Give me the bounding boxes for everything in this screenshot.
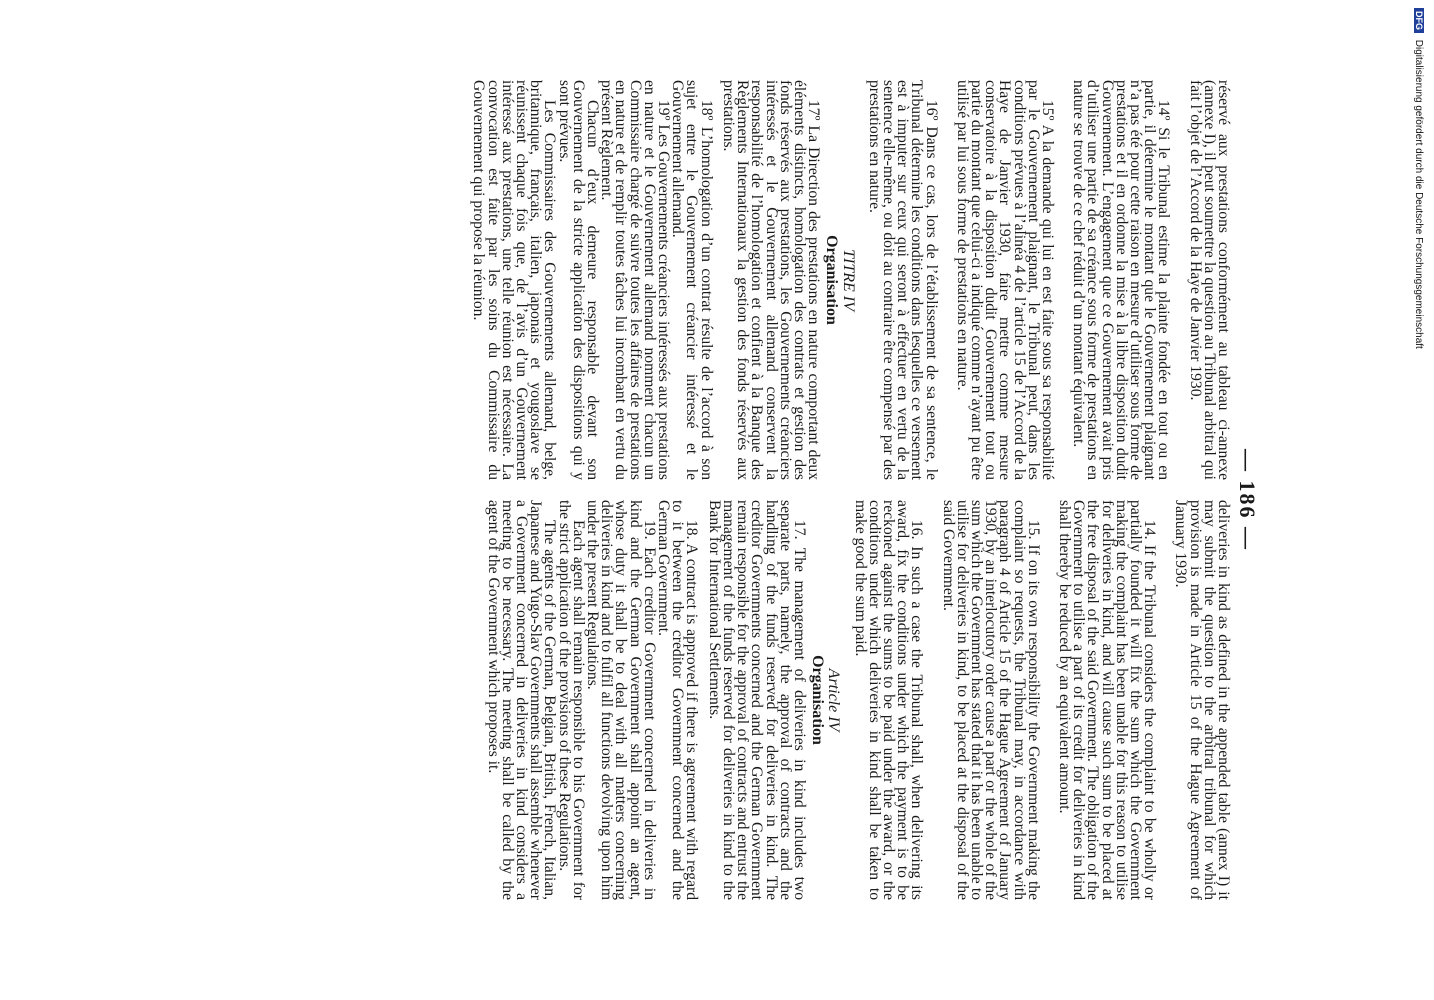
english-column xyxy=(485,500,1230,900)
digitization-credit xyxy=(1413,8,1424,349)
english-paragraph-13-end: deliveries in kind as defined in the appended table (annex I) it may submit the question to the arbitral tribunal for which provision is made in Article 15 of the Hague Agreement of January 1930. xyxy=(1172,500,1232,900)
french-title: TITRE IV xyxy=(839,249,857,311)
english-paragraph-14: 14. If the Tribunal considers the complaint to be wholly or partially founded it will fix the sum which the Government making the complaint has been unable for this reason to utilise for deliveries in kind, and will cause such sum to be placed at the free disposal of the said Government. The obligation of the Government to utilise a part of its credit for deliveries in kind shall thereby be reduced by an equivalent amount. xyxy=(1055,500,1159,900)
english-subtitle: Organisation xyxy=(809,655,827,745)
french-paragraph-18: 18º L’homologation d’un contrat résulte de l’accord à son sujet entre le Gouvernement créancier intéressé et le Gouvernement allemand. xyxy=(669,80,715,480)
digitization-credit-text: Digitalisierung gefördert durch die Deutsche Forschungsgemeinschaft xyxy=(1413,39,1424,349)
french-paragraph-15: 15º A la demande qui lui en est faite sous sa responsabilité par le Gouvernement plaignant, le Tribunal peut, dans les conditions prévues à l’alinéa 4 de l’article 15 de l’Accord de la Haye de Janvier 1930, faire mettre comme mesure conservatoire à la disposition dudit Gouvernement tout ou partie du montant que celui-ci a indiqué comme n’ayant pu être utilisé par lui sous forme de prestations en nature. xyxy=(953,80,1056,480)
page-number: — 186 — xyxy=(1235,449,1260,551)
english-paragraph-19b: Each agent shall remain responsible to his Government for the strict application of the provisions of these Regulations. xyxy=(555,500,587,900)
french-column xyxy=(471,80,1230,480)
english-paragraph-15: 15. If on its own responsibility the Government making the complaint so requests, the Tribunal may, in accordance with paragraph 4 of Article 15 of the Hague Agreement of January 1930, by an interlocutory order cause a part or the whole of the sum which the Government has stated that it has been unable to utilise for deliveries in kind, to be placed at the disposal of the said Government. xyxy=(939,500,1042,900)
french-paragraph-17: 17º La Direction des prestations en nature comportant deux éléments distincts, homologation des contrats et gestion des fonds réservés aux prestations, les Gouvernements créanciers intéressés et le Gouvernement allemand conservent la responsabilité de l’homologation et confient à la Banque des Règlements Internationaux la gestion des fonds réservés aux prestations. xyxy=(719,80,823,480)
english-paragraph-17: 17. The management of deliveries in kind includes two separate parts, namely, the approval of contracts and the handling of the funds reserved for deliveries in kind. The creditor Governments concerned and the German Government remain responsible for the approval of contracts and entrust the management of the funds reserved for deliveries in kind to the Bank for International Settlements. xyxy=(705,500,808,900)
english-paragraph-19c: The agents of the German, Belgian, British, French, Italian, Japanese and Yugo-Slav Governments shall assemble whenever a Government concerned in deliveries in kind considers a meeting to be necessary. The meeting shall be called by the agent of the Government which proposes it. xyxy=(484,500,559,900)
french-paragraph-19: 19º Les Gouvernements créanciers intéressés aux prestations en nature et le Gouvernement allemand nomment chacun un Commissaire chargé de suivre toutes les affaires de prestations en nature et de remplir toutes tâches lui incombant en vertu du présent Règlement. xyxy=(598,80,673,480)
french-subtitle: Organisation xyxy=(823,235,841,325)
french-paragraph-14: 14º Si le Tribunal estime la plainte fondée en tout ou en partie, il détermine le montant que le Gouvernement plaignant n’a pas été pour cette raison en mesure d’utiliser sous forme de prestations et il en ordonne la mise à la libre disposition dudit Gouvernement. L’engagement que ce Gouvernement avait pris d’utiliser une partie de sa créance sous forme de prestations en nature se trouve de ce chef réduit d’un montant équivalent. xyxy=(1070,80,1173,480)
french-paragraph-19b: Chacun d’eux demeure responsable devant son Gouvernement de la stricte application des dispositions qui y sont prévues. xyxy=(555,80,602,480)
french-paragraph-16: 16º Dans ce cas, lors de l’établissement de sa sentence, le Tribunal détermine les conditions dans lesquelles ce versement est à imputer sur ceux qui seront à effectuer en vertu de la sentence elle-même, ou doit au contraire être compensé par des prestations en nature. xyxy=(865,80,940,480)
rotated-page xyxy=(80,80,1260,920)
dfg-logo-icon: DFG xyxy=(1414,8,1424,33)
english-paragraph-18: 18. A contract is approved if there is agreement with regard to it between the creditor Government concerned and the German Government. xyxy=(655,500,701,900)
french-paragraph-19c: Les Commissaires des Gouvernements allemand, belge, britannique, français, italien, japonais et yougoslave se réunissent chaque fois que, de l’avis d’un Gouvernement intéressé aux prestations, une telle réunion est nécessaire. La convocation est faite par les soins du Commissaire du Gouvernement qui propose la réunion. xyxy=(470,80,559,480)
english-title: Article IV xyxy=(825,668,843,732)
french-paragraph-13-end: réservé aux prestations conformément au tableau ci-annexe (annexe I), il peut soumettre la question au Tribunal arbitral qui fait l’objet de l’Accord de la Haye de Janvier 1930. xyxy=(1186,80,1232,480)
english-paragraph-16: 16. In such a case the Tribunal shall, when delivering its award, fix the conditions under which the payment is to be reckoned against the sums to be paid under the award, or the conditions under which deliveries in kind shall be taken to make good the sum paid. xyxy=(851,500,926,900)
english-paragraph-19: 19. Each creditor Government concerned in deliveries in kind and the German Government shall appoint an agent, whose duty it shall be to deal with all matters concerning deliveries in kind and to fulfil all functions devolving upon him under the present Regulations. xyxy=(584,500,658,900)
